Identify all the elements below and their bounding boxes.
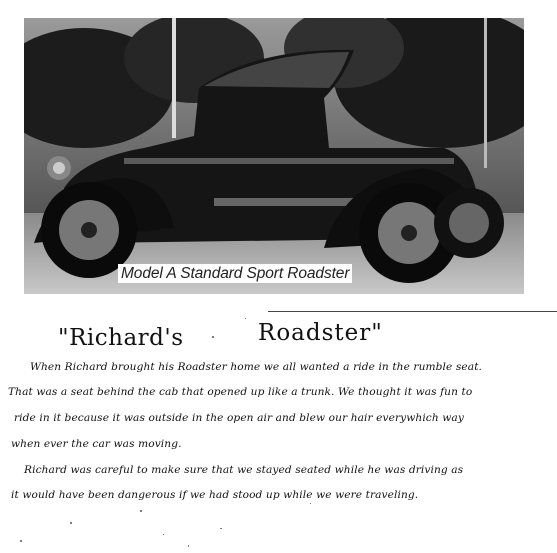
divider-line [268, 311, 557, 312]
scan-speck [310, 503, 311, 504]
scan-speck [140, 510, 142, 512]
scan-speck [20, 540, 22, 542]
story-line: when ever the car was moving. [11, 438, 182, 450]
scan-speck [188, 545, 189, 547]
story-line: it would have been dangerous if we had stood up while we were traveling. [11, 489, 419, 501]
scan-speck [163, 534, 164, 535]
story-line: Richard was careful to make sure that we stayed seated while he was driving as [24, 464, 464, 476]
story-title-left: "Richard's [58, 325, 184, 351]
scan-speck [220, 528, 222, 529]
story-line: When Richard brought his Roadster home we all wanted a ride in the rumble seat. [30, 361, 483, 373]
story-line: ride in it because it was outside in the open air and blew our hair everywhich way [14, 412, 464, 424]
scan-speck [212, 336, 214, 338]
scan-speck [245, 318, 246, 319]
story-title-right: Roadster" [258, 320, 383, 346]
roadster-photo [24, 18, 524, 294]
story-line: That was a seat behind the cab that opened up like a trunk. We thought it was fun to [8, 386, 473, 398]
scan-speck [70, 522, 72, 524]
roadster-photo-image [24, 18, 524, 294]
photo-caption: Model A Standard Sport Roadster [118, 264, 352, 283]
